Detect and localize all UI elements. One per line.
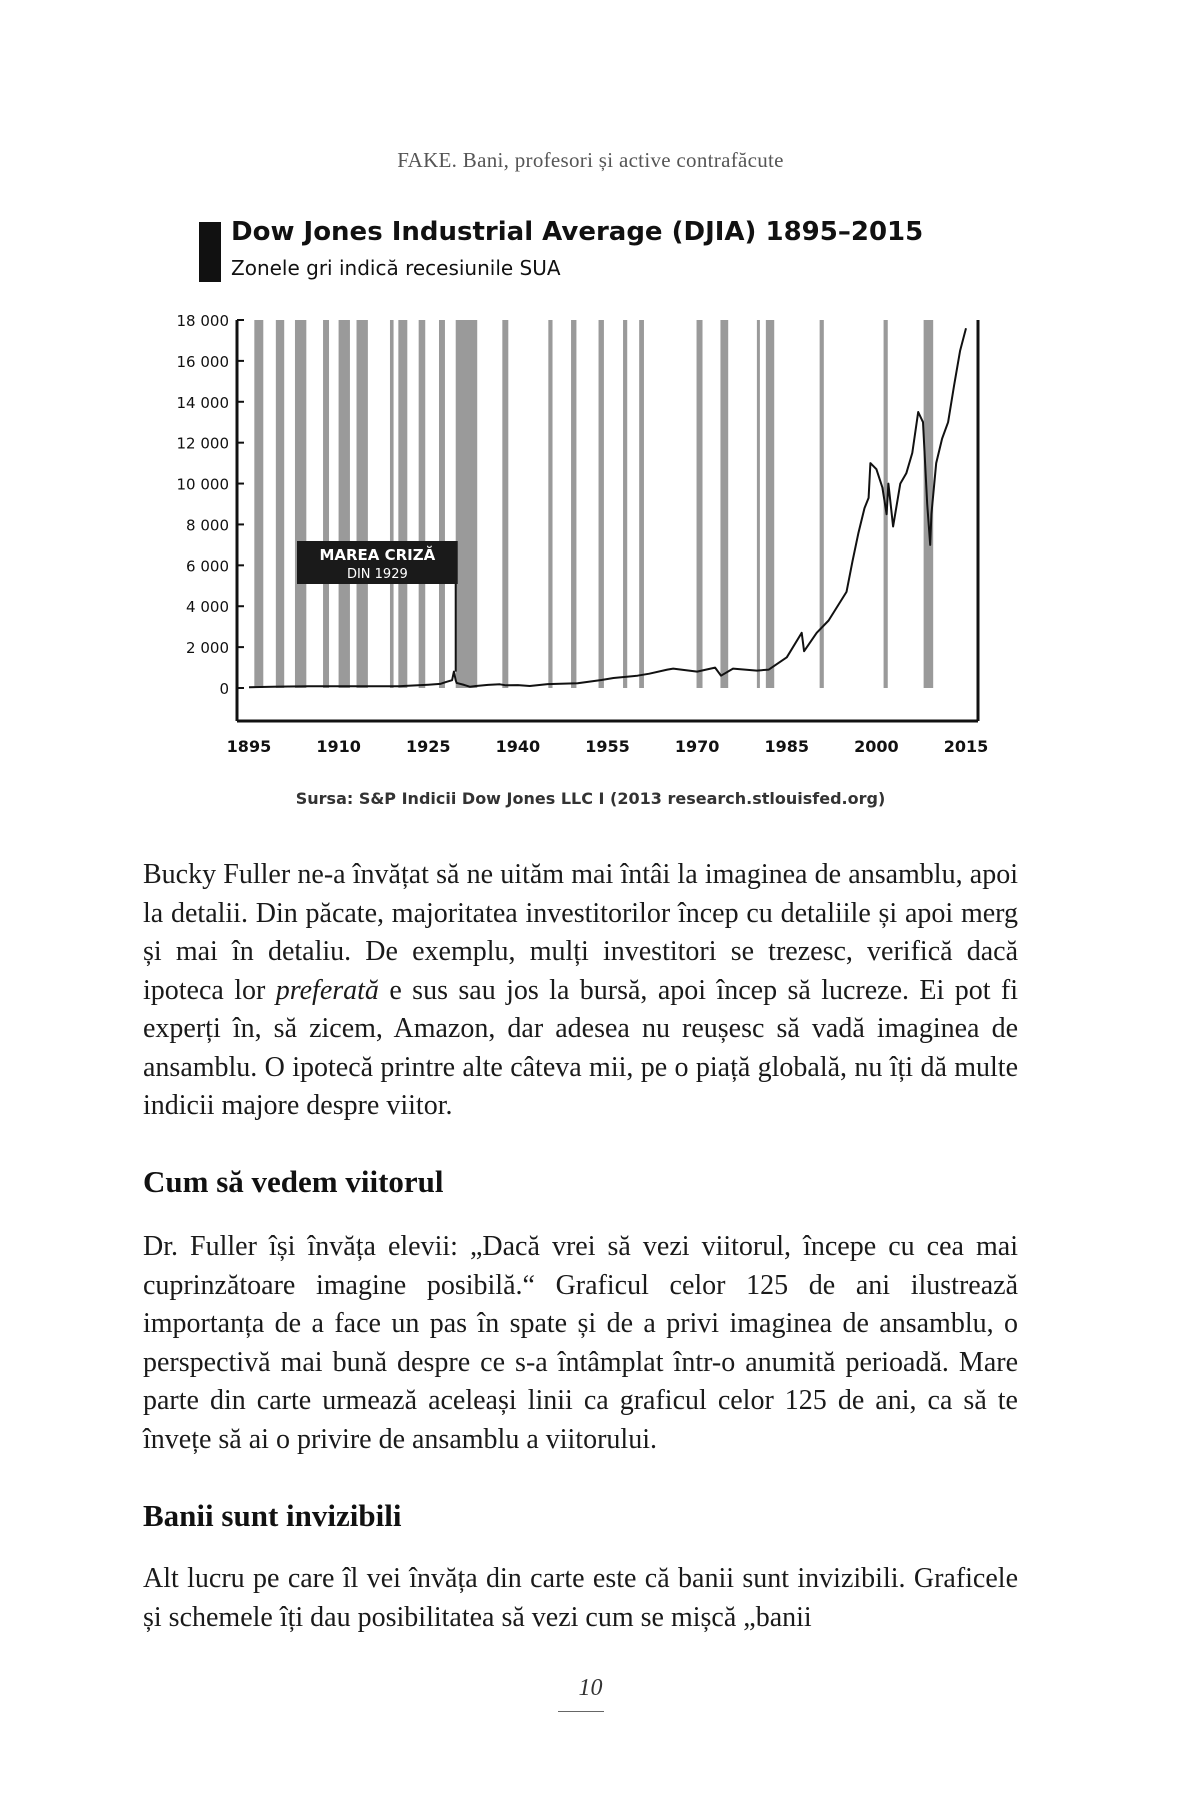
section-heading-1: Cum să vedem viitorul <box>143 1164 444 1199</box>
y-tick-label: 6 000 <box>186 557 229 576</box>
recession-band <box>357 320 368 688</box>
recession-band <box>599 320 604 688</box>
recession-band <box>439 320 445 688</box>
x-tick-label: 1895 <box>226 737 272 756</box>
y-tick-label: 10 000 <box>176 475 229 494</box>
x-tick-label: 2015 <box>943 737 989 756</box>
running-head: FAKE. Bani, profesori și active contrafăcute <box>397 148 784 172</box>
y-tick-label: 18 000 <box>176 312 229 330</box>
recession-band <box>548 320 552 688</box>
recession-band <box>295 320 306 688</box>
page-number: 10 <box>578 1675 603 1701</box>
recession-band <box>419 320 426 688</box>
recession-band <box>639 320 644 688</box>
recession-band <box>697 320 703 688</box>
x-tick-label: 2000 <box>854 737 899 756</box>
x-tick-label: 1955 <box>585 737 630 756</box>
recession-band <box>757 320 760 688</box>
paragraph-3: Alt lucru pe care îl vei învăța din carte este că banii sunt invizibili. Graficele și schemele îți dau posibilitatea să vezi cum se mișcă „banii <box>143 1563 1018 1633</box>
annotation-label-line2: DIN 1929 <box>346 567 408 582</box>
y-tick-label: 14 000 <box>176 393 229 412</box>
paragraph-2: Dr. Fuller își învăța elevii: „Dacă vrei să vezi viitorul, începe cu cea mai cuprinzătoare imagine posibilă.“ Graficul celor 125 de ani ilustrează importanța de a face un pas în spate și de a privi imaginea de ansamblu, o perspectivă mai bună despre ce s-a întâmplat într-o anumită perioadă. Mare parte din carte urmează aceleași linii ca graficul celor 125 de ani, ca să te învețe să ai o privire de ansamblu a viitorului. <box>143 1231 1018 1455</box>
x-tick-label: 1985 <box>764 737 810 756</box>
recession-band <box>276 320 284 688</box>
y-tick-label: 16 000 <box>176 352 229 371</box>
y-tick-label: 12 000 <box>176 434 229 453</box>
x-tick-label: 1925 <box>405 737 451 756</box>
y-tick-label: 0 <box>219 680 229 698</box>
section-heading-2: Banii sunt invizibili <box>143 1498 402 1533</box>
recession-band <box>323 320 329 688</box>
x-tick-label: 1910 <box>316 737 361 756</box>
page-number-rule <box>558 1711 604 1712</box>
recession-band <box>766 320 774 688</box>
recession-band <box>456 320 478 688</box>
paragraph-1-text-a: Bucky Fuller ne-a învățat să ne uităm mai întâi la imaginea de ansamblu, apoi la detalii. Din păcate, majoritatea investitorilor încep cu detaliile și apoi merg și mai în detaliu. De exemplu, mulți investitori se trezesc, verifică dacă ipoteca lor <box>143 859 1018 1006</box>
recession-band <box>720 320 728 688</box>
recession-band <box>339 320 350 688</box>
chart-source: Sursa: S&P Indicii Dow Jones LLC I (2013 research.stlouisfed.org) <box>295 789 886 808</box>
paragraph-1-emphasis: preferată <box>275 974 379 1006</box>
recession-band <box>398 320 407 688</box>
recession-band <box>390 320 394 688</box>
annotation-label-line1: MAREA CRIZĂ <box>319 546 436 564</box>
x-tick-label: 1970 <box>674 737 720 756</box>
y-tick-label: 8 000 <box>186 516 229 535</box>
recession-band <box>623 320 627 688</box>
chart-subtitle: Zonele gri indică recesiunile SUA <box>231 256 561 280</box>
recession-band <box>254 320 263 688</box>
paragraph-1 <box>143 856 1018 1126</box>
djia-chart <box>0 300 1181 770</box>
chart-title-bar <box>199 222 221 282</box>
recession-band <box>820 320 824 688</box>
x-tick-label: 1940 <box>495 737 541 756</box>
y-tick-label: 2 000 <box>186 639 229 658</box>
recession-band <box>502 320 508 688</box>
y-tick-label: 4 000 <box>186 598 229 617</box>
recession-band <box>571 320 576 688</box>
chart-title: Dow Jones Industrial Average (DJIA) 1895–2015 <box>231 217 924 247</box>
paragraph-1-text-b: e sus sau jos la bursă, apoi încep să lucreze. Ei pot fi experți în, să zicem, Amazon, dar adesea nu reușesc să vadă imaginea de ansamblu. O ipotecă printre alte câteva mii, pe o piață globală, nu îți dă multe indicii majore despre viitor. <box>143 974 1019 1121</box>
